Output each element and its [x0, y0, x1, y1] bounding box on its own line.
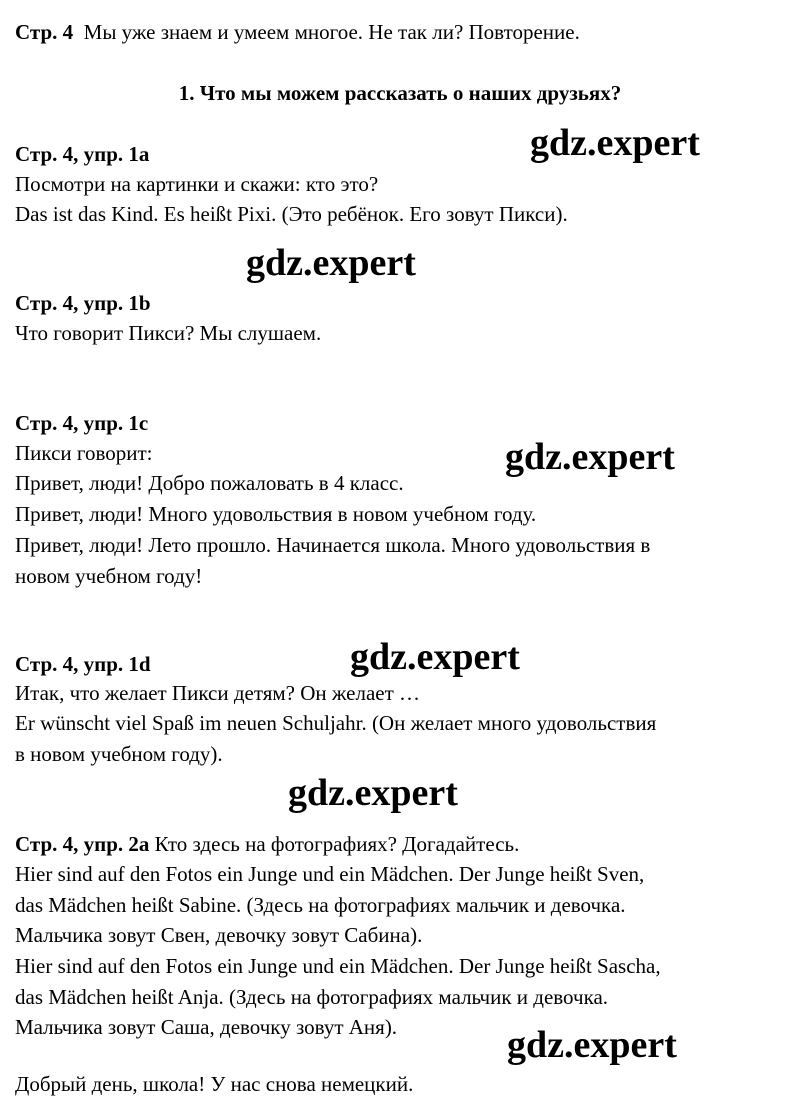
watermark: gdz.expert — [288, 772, 458, 814]
section-title: 1. Что мы можем рассказать о наших друзьях? — [178, 81, 622, 105]
page-header — [15, 17, 580, 47]
exercise-heading-2a: Стр. 4, упр. 2a — [15, 832, 150, 856]
exercise-line: Что говорит Пикси? Мы слушаем. — [15, 321, 322, 345]
exercise-heading-1a: Стр. 4, упр. 1a — [15, 142, 150, 166]
exercise-line: Посмотри на картинки и скажи: кто это? — [15, 172, 379, 196]
exercise-heading-2a-tail: Кто здесь на фотографиях? Догадайтесь. — [154, 832, 520, 856]
exercise-line: Мальчика зовут Саша, девочку зовут Аня). — [15, 1015, 398, 1039]
exercise-line: Hier sind auf den Fotos ein Junge und ein Mädchen. Der Junge heißt Sascha, — [15, 954, 661, 978]
page-title: Мы уже знаем и умеем многое. Не так ли? Повторение. — [83, 20, 580, 44]
exercise-line: новом учебном году! — [15, 564, 203, 588]
exercise-heading-1d: Стр. 4, упр. 1d — [15, 652, 151, 676]
exercise-line: Hier sind auf den Fotos ein Junge und ein Mädchen. Der Junge heißt Sven, — [15, 862, 645, 886]
page-ref: Стр. 4 — [15, 20, 74, 44]
watermark: gdz.expert — [507, 1024, 677, 1066]
exercise-line: Пикси говорит: — [15, 441, 153, 465]
exercise-heading-1c: Стр. 4, упр. 1c — [15, 411, 149, 435]
exercise-line: Das ist das Kind. Es heißt Pixi. (Это ребёнок. Его зовут Пикси). — [15, 202, 568, 226]
exercise-heading-1b: Стр. 4, упр. 1b — [15, 291, 151, 315]
exercise-line: Привет, люди! Добро пожаловать в 4 класс. — [15, 471, 404, 495]
exercise-line: Итак, что желает Пикси детям? Он желает … — [15, 681, 421, 705]
exercise-line: в новом учебном году). — [15, 742, 223, 766]
watermark: gdz.expert — [246, 242, 416, 284]
exercise-line: das Mädchen heißt Sabine. (Здесь на фотографиях мальчик и девочка. — [15, 893, 626, 917]
watermark: gdz.expert — [530, 122, 700, 164]
exercise-heading-2a-row — [15, 829, 519, 859]
closing-line: Добрый день, школа! У нас снова немецкий. — [15, 1072, 414, 1096]
exercise-line: das Mädchen heißt Anja. (Здесь на фотографиях мальчик и девочка. — [15, 985, 609, 1009]
exercise-line: Привет, люди! Много удовольствия в новом учебном году. — [15, 502, 537, 526]
watermark: gdz.expert — [350, 636, 520, 678]
exercise-line: Привет, люди! Лето прошло. Начинается школа. Много удовольствия в — [15, 533, 651, 557]
exercise-line: Er wünscht viel Spaß im neuen Schuljahr. (Он желает много удовольствия — [15, 711, 657, 735]
exercise-line: Мальчика зовут Свен, девочку зовут Сабина). — [15, 923, 423, 947]
watermark: gdz.expert — [505, 436, 675, 478]
